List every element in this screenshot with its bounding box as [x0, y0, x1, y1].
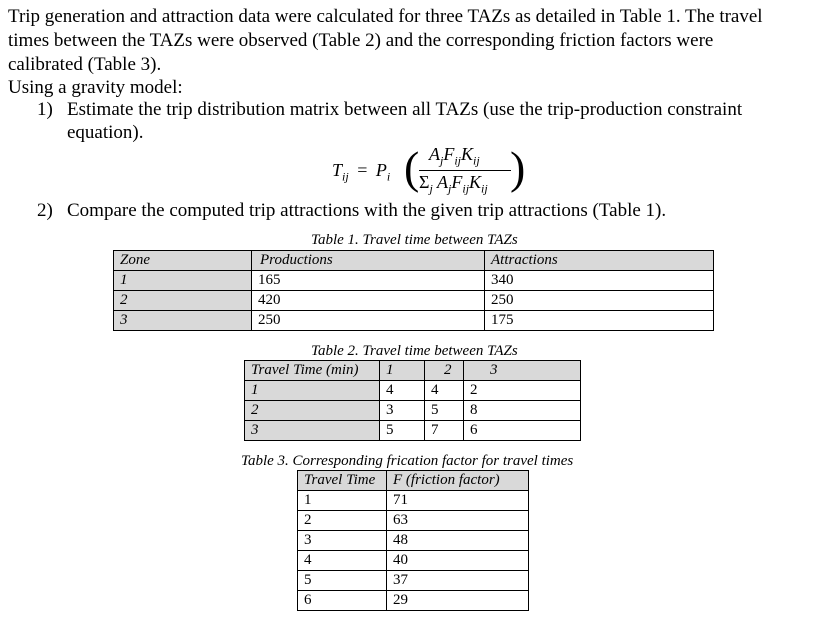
table-3-cell: 48 [387, 531, 529, 551]
table-3-caption: Table 3. Corresponding frication factor for travel times [241, 453, 574, 469]
table-2-header: 2 [425, 361, 464, 381]
intro-line-4: Using a gravity model: [8, 77, 183, 98]
table-2-cell: 5 [425, 401, 464, 421]
gravity-model-formula [332, 143, 532, 199]
table-1-cell: 165 [252, 271, 485, 291]
table-1-cell: 420 [252, 291, 485, 311]
table-1-cell: 175 [485, 311, 714, 331]
table-1-header-row [114, 251, 714, 271]
table-2-header: 3 [464, 361, 581, 381]
table-row [298, 571, 529, 591]
item-1-line-1: Estimate the trip distribution matrix between all TAZs (use the trip-production constraint [67, 99, 743, 120]
table-3-cell: 63 [387, 511, 529, 531]
table-row [298, 511, 529, 531]
table-3-header: F (friction factor) [387, 471, 529, 491]
table-row [298, 491, 529, 511]
fraction-bar [419, 170, 511, 171]
table-3 [297, 470, 529, 611]
formula-denominator: $\Sigma_j$ $A_jF_{ij}K_{ij}$ [419, 172, 488, 196]
table-1 [113, 250, 714, 331]
table-3-cell: 1 [298, 491, 387, 511]
table-1-header: Zone [114, 251, 252, 271]
table-2-cell: 3 [245, 421, 380, 441]
item-1-line-2: equation). [67, 122, 144, 143]
table-1-cell: 340 [485, 271, 714, 291]
table-1-cell: 1 [114, 271, 252, 291]
table-3-header: Travel Time [298, 471, 387, 491]
table-2-cell: 4 [425, 381, 464, 401]
left-paren: ( [404, 142, 420, 193]
table-2-cell: 8 [464, 401, 581, 421]
table-1-header: Attractions [485, 251, 714, 271]
table-2-cell: 1 [245, 381, 380, 401]
table-row [245, 401, 581, 421]
item-2-line-1: Compare the computed trip attractions with the given trip attractions (Table 1). [67, 200, 667, 221]
table-1-cell: 250 [252, 311, 485, 331]
table-2-cell: 2 [245, 401, 380, 421]
table-1-cell: 250 [485, 291, 714, 311]
formula-lhs: $T_{ij} = P_i$ [332, 160, 391, 184]
table-3-cell: 5 [298, 571, 387, 591]
table-3-cell: 2 [298, 511, 387, 531]
formula-numerator: $A_jF_{ij}K_{ij}$ [429, 144, 480, 168]
table-row [245, 421, 581, 441]
table-row [298, 531, 529, 551]
intro-line-2: times between the TAZs were observed (Table 2) and the corresponding friction factors were [8, 30, 714, 51]
table-row [298, 551, 529, 571]
table-3-header-row [298, 471, 529, 491]
table-2-header: Travel Time (min) [245, 361, 380, 381]
table-1-caption: Table 1. Travel time between TAZs [311, 232, 518, 248]
table-row [298, 591, 529, 611]
table-2-cell: 2 [464, 381, 581, 401]
table-3-cell: 71 [387, 491, 529, 511]
table-3-cell: 6 [298, 591, 387, 611]
table-2 [244, 360, 581, 441]
table-row [114, 291, 714, 311]
table-row [245, 381, 581, 401]
right-paren: ) [510, 142, 526, 193]
intro-line-3: calibrated (Table 3). [8, 54, 162, 75]
table-row [114, 271, 714, 291]
table-1-cell: 2 [114, 291, 252, 311]
table-2-cell: 3 [380, 401, 425, 421]
table-2-cell: 7 [425, 421, 464, 441]
table-2-caption: Table 2. Travel time between TAZs [311, 343, 518, 359]
table-1-header: Productions [252, 251, 485, 271]
table-3-cell: 3 [298, 531, 387, 551]
table-2-header: 1 [380, 361, 425, 381]
table-row [114, 311, 714, 331]
table-3-cell: 29 [387, 591, 529, 611]
table-2-header-row [245, 361, 581, 381]
table-3-cell: 4 [298, 551, 387, 571]
intro-line-1: Trip generation and attraction data were calculated for three TAZs as detailed in Table 1. The travel [8, 6, 763, 27]
table-2-cell: 4 [380, 381, 425, 401]
table-3-cell: 40 [387, 551, 529, 571]
table-2-cell: 6 [464, 421, 581, 441]
item-2-number: 2) [37, 200, 53, 221]
table-3-cell: 37 [387, 571, 529, 591]
item-1-number: 1) [37, 99, 53, 120]
table-2-cell: 5 [380, 421, 425, 441]
table-1-cell: 3 [114, 311, 252, 331]
